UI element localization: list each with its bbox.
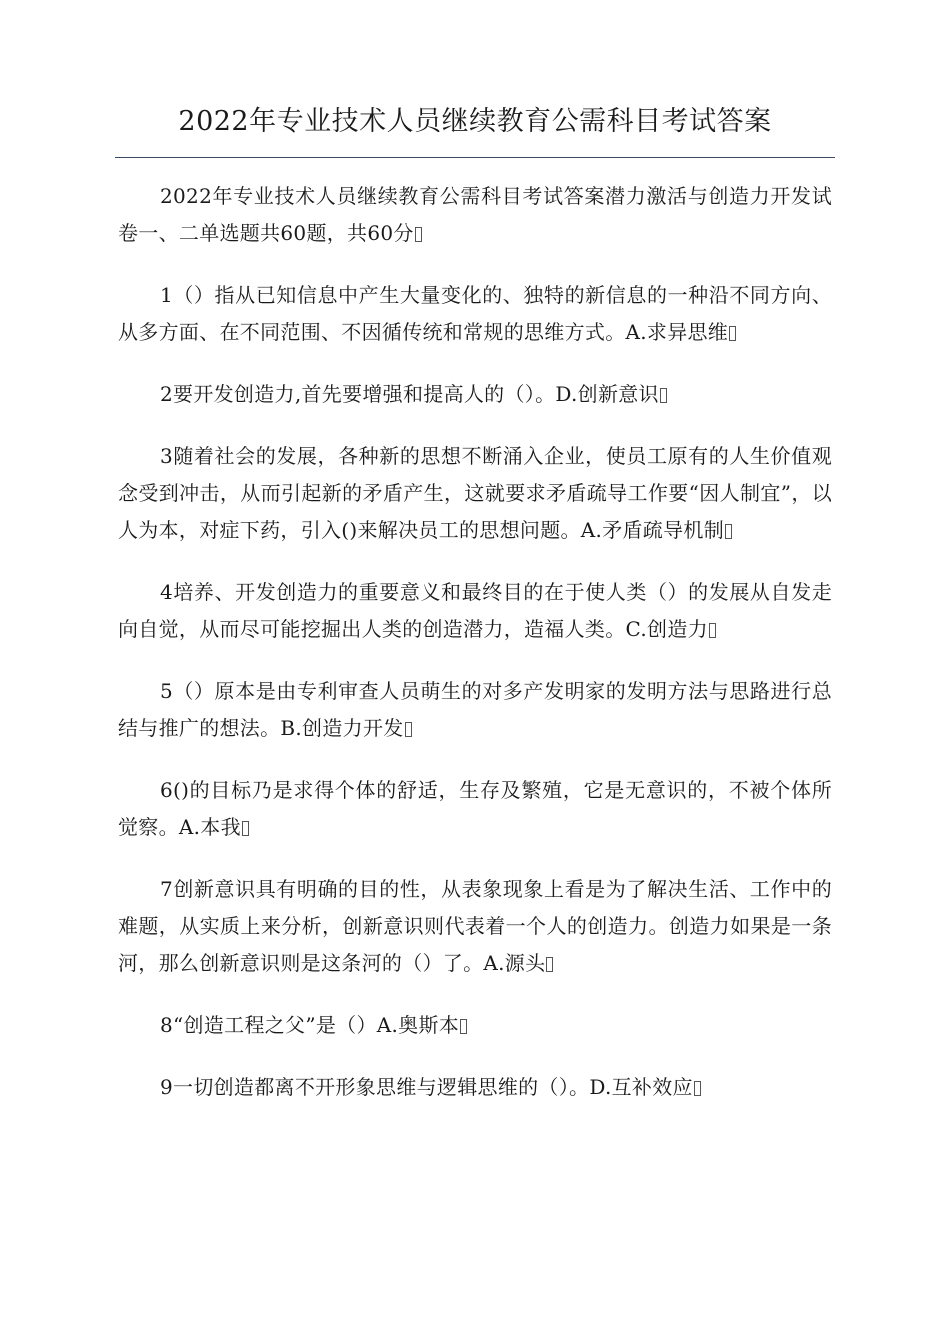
question-1 xyxy=(118,277,832,351)
question-7 xyxy=(118,871,832,982)
paragraph-mark-icon xyxy=(242,821,249,836)
paragraph-mark-icon xyxy=(709,623,716,638)
paragraph-text: 2要开发创造力,首先要增强和提高人的（）。D.创新意识 xyxy=(160,382,659,406)
paragraph-text: 8“创造工程之父”是（）A.奥斯本 xyxy=(160,1013,460,1037)
document-body xyxy=(118,178,832,1131)
paragraph-text: 1（）指从已知信息中产生大量变化的、独特的新信息的一种沿不同方向、从多方面、在不同范围、不因循传统和常规的思维方式。A.求异思维 xyxy=(118,283,832,344)
question-5 xyxy=(118,673,832,747)
intro-paragraph xyxy=(118,178,832,252)
paragraph-text: 6()的目标乃是求得个体的舒适，生存及繁殖，它是无意识的，不被个体所觉察。A.本我 xyxy=(118,778,832,839)
paragraph-text: 9一切创造都离不开形象思维与逻辑思维的（）。D.互补效应 xyxy=(160,1075,693,1099)
paragraph-mark-icon xyxy=(694,1081,701,1096)
question-2 xyxy=(118,376,832,413)
question-3 xyxy=(118,438,832,549)
paragraph-text: 7创新意识具有明确的目的性，从表象现象上看是为了解决生活、工作中的难题，从实质上来分析，创新意识则代表着一个人的创造力。创造力如果是一条河，那么创新意识则是这条河的（）了。A.源头 xyxy=(118,877,832,975)
question-9 xyxy=(118,1069,832,1106)
paragraph-mark-icon xyxy=(405,722,412,737)
question-6 xyxy=(118,772,832,846)
paragraph-text: 5（）原本是由专利审查人员萌生的对多产发明家的发明方法与思路进行总结与推广的想法。B.创造力开发 xyxy=(118,679,832,740)
paragraph-text: 2022年专业技术人员继续教育公需科目考试答案潜力激活与创造力开发试卷一、二单选题共60题，共60分 xyxy=(118,184,832,245)
paragraph-mark-icon xyxy=(725,524,732,539)
paragraph-text: 3随着社会的发展，各种新的思想不断涌入企业，使员工原有的人生价值观念受到冲击，从而引起新的矛盾产生，这就要求矛盾疏导工作要“因人制宜”，以人为本，对症下药，引入()来解决员工的思想问题。A.矛盾疏导机制 xyxy=(118,444,832,542)
question-8 xyxy=(118,1007,832,1044)
paragraph-mark-icon xyxy=(729,326,736,341)
paragraph-mark-icon xyxy=(460,1019,467,1034)
paragraph-mark-icon xyxy=(546,957,553,972)
question-4 xyxy=(118,574,832,648)
paragraph-mark-icon xyxy=(660,388,667,403)
document-title: 2022年专业技术人员继续教育公需科目考试答案 xyxy=(178,106,772,137)
paragraph-mark-icon xyxy=(415,227,422,242)
paragraph-text: 4培养、开发创造力的重要意义和最终目的在于使人类（）的发展从自发走向自觉，从而尽可能挖掘出人类的创造潜力，造福人类。C.创造力 xyxy=(118,580,832,641)
title-divider xyxy=(115,157,835,158)
